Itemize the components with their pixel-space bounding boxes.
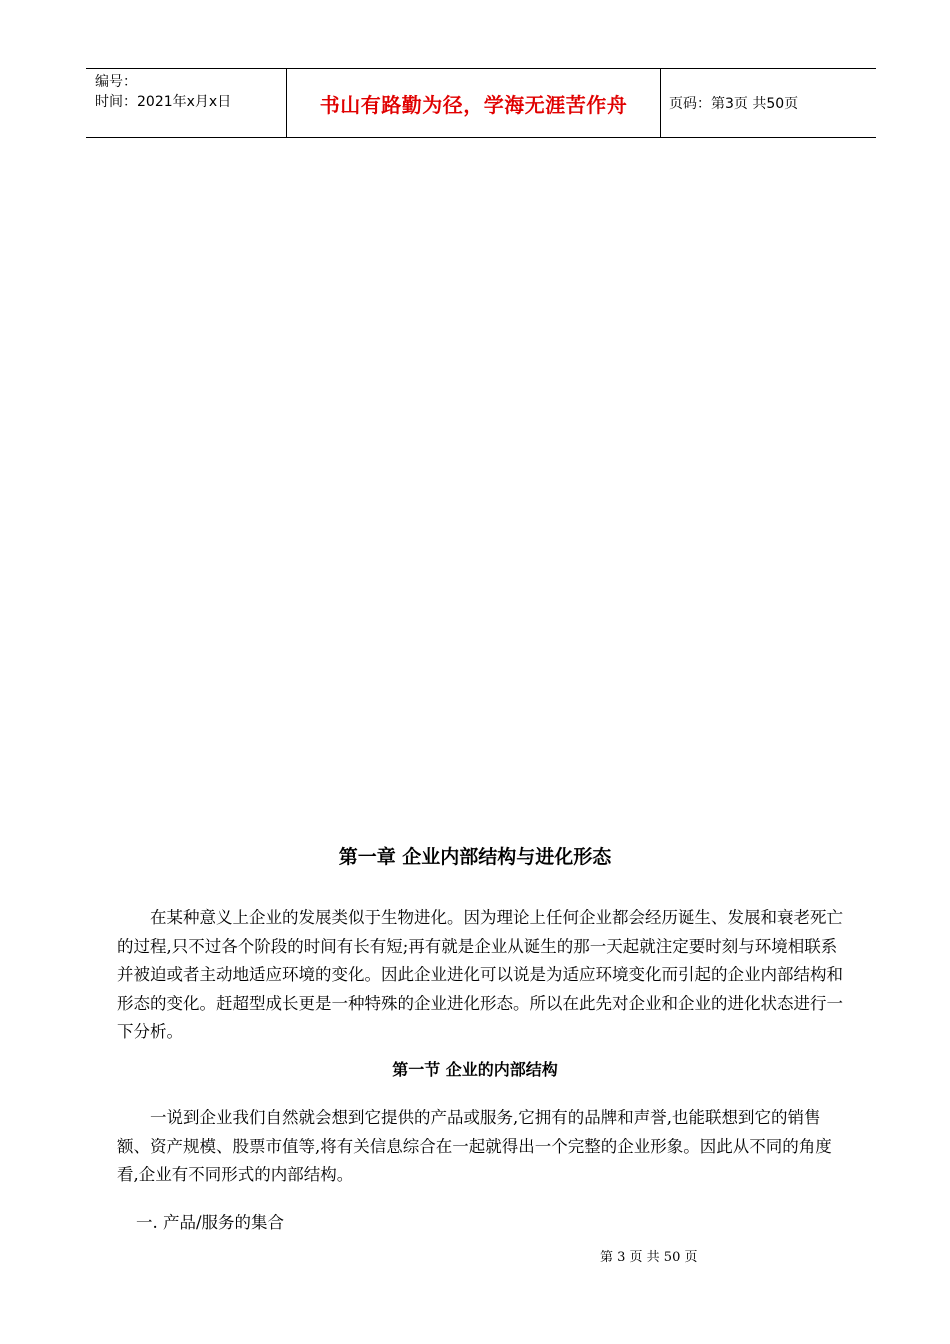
page-footer: 第 3 页 共 50 页 — [600, 1250, 698, 1265]
chapter-title: 第一章 企业内部结构与进化形态 — [338, 846, 612, 868]
header-motto: 书山有路勤为径，学海无涯苦作舟 — [287, 69, 661, 137]
header-meta-cell — [86, 69, 287, 137]
chapter-paragraph: 在某种意义上企业的发展类似于生物进化。因为理论上任何企业都会经历诞生、发展和衰老死亡的过程,只不过各个阶段的时间有长有短;再有就是企业从诞生的那一天起就注定要时刻与环境相联系并被迫或者主动地适应环境的变化。因此企业进化可以说是为适应环境变化而引起的企业内部结构和形态的变化。赶超型成长更是一种特殊的企业进化形态。所以在此先对企业和企业的进化状态进行一下分析。 — [117, 908, 843, 1041]
section-paragraph: 一说到企业我们自然就会想到它提供的产品或服务,它拥有的品牌和声誉,也能联想到它的销售额、资产规模、股票市值等,将有关信息综合在一起就得出一个完整的企业形象。因此从不同的角度看,企业有不同形式的内部结构。 — [117, 1108, 832, 1184]
page-header — [86, 68, 876, 138]
list-item-heading: 一. 产品/服务的集合 — [136, 1213, 285, 1232]
time-label: 时间：2021年x月x日 — [95, 94, 232, 110]
section-title: 第一节 企业的内部结构 — [392, 1060, 558, 1079]
header-page-info: 页码：第3页 共50页 — [669, 96, 799, 112]
number-label: 编号： — [95, 74, 137, 90]
